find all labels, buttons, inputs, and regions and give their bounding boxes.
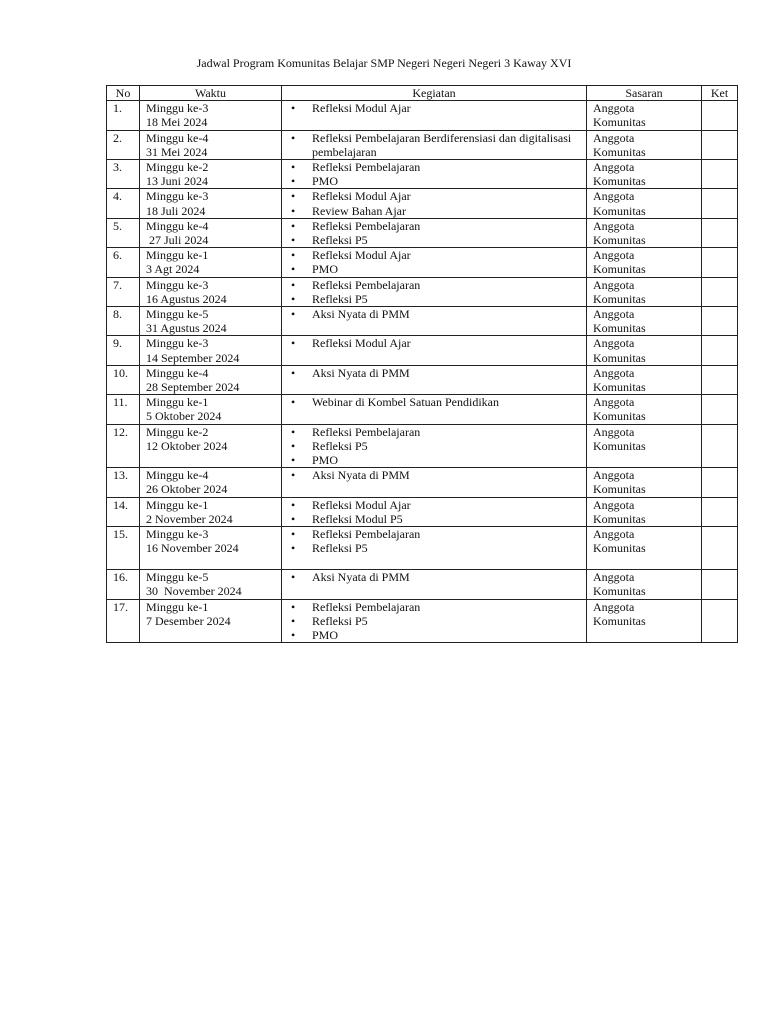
table-row (107, 101, 738, 130)
cell-kegiatan (282, 218, 587, 247)
waktu-line: Minggu ke-4 (146, 468, 209, 483)
sasaran-line: Komunitas (593, 203, 646, 218)
schedule-table (106, 85, 738, 643)
kegiatan-item: • Aksi Nyata di PMM (288, 307, 586, 321)
cell-ket (702, 101, 738, 130)
cell-ket (702, 424, 738, 468)
waktu-line: 18 Mei 2024 (146, 115, 208, 130)
waktu-line: 28 September 2024 (146, 380, 240, 395)
cell-sasaran (587, 599, 702, 643)
cell-kegiatan (282, 307, 587, 336)
kegiatan-list (288, 307, 586, 321)
cell-waktu (140, 189, 282, 218)
sasaran-line: Anggota (593, 248, 635, 263)
sasaran-line: Komunitas (593, 438, 646, 453)
kegiatan-list (288, 366, 586, 380)
table-row (107, 277, 738, 306)
column-header-waktu: Waktu (140, 86, 282, 101)
kegiatan-list (288, 468, 586, 482)
cell-kegiatan (282, 365, 587, 394)
cell-ket (702, 365, 738, 394)
waktu-line: 27 Juli 2024 (146, 233, 209, 248)
sasaran-line: Komunitas (593, 482, 646, 497)
cell-no: 6. (107, 248, 140, 277)
kegiatan-list (288, 160, 586, 188)
cell-no: 11. (107, 395, 140, 424)
cell-kegiatan (282, 101, 587, 130)
cell-waktu (140, 468, 282, 497)
page-title: Jadwal Program Komunitas Belajar SMP Negeri Negeri Negeri 3 Kaway XVI (196, 56, 572, 70)
kegiatan-list (288, 336, 586, 350)
cell-no: 10. (107, 365, 140, 394)
sasaran-line: Komunitas (593, 350, 646, 365)
cell-sasaran (587, 218, 702, 247)
kegiatan-item: • Aksi Nyata di PMM (288, 570, 586, 584)
sasaran-line: Komunitas (593, 511, 646, 526)
kegiatan-item: • Refleksi Pembelajaran Berdiferensiasi dan digitalisasi pembelajaran (288, 131, 586, 159)
kegiatan-item: • PMO (288, 453, 586, 467)
kegiatan-item: • Refleksi Modul Ajar (288, 248, 586, 262)
column-header-kegiatan: Kegiatan (282, 86, 587, 101)
kegiatan-list (288, 219, 586, 247)
cell-sasaran (587, 365, 702, 394)
cell-waktu (140, 336, 282, 365)
sasaran-line: Komunitas (593, 233, 646, 248)
waktu-line: 16 November 2024 (146, 541, 239, 556)
cell-no: 12. (107, 424, 140, 468)
waktu-line: 2 November 2024 (146, 511, 233, 526)
sasaran-line: Anggota (593, 336, 635, 351)
cell-waktu (140, 218, 282, 247)
kegiatan-item: • Refleksi Pembelajaran (288, 278, 586, 292)
table-row (107, 468, 738, 497)
kegiatan-list (288, 189, 586, 217)
kegiatan-item: • PMO (288, 628, 586, 642)
cell-ket (702, 599, 738, 643)
cell-sasaran (587, 248, 702, 277)
kegiatan-item: • Refleksi Modul Ajar (288, 498, 586, 512)
sasaran-line: Anggota (593, 570, 635, 585)
cell-no: 2. (107, 130, 140, 159)
waktu-line: 16 Agustus 2024 (146, 291, 227, 306)
table-row (107, 395, 738, 424)
waktu-line: 26 Oktober 2024 (146, 482, 228, 497)
waktu-line: Minggu ke-1 (146, 599, 209, 614)
cell-kegiatan (282, 424, 587, 468)
cell-sasaran (587, 307, 702, 336)
cell-waktu (140, 160, 282, 189)
cell-ket (702, 497, 738, 526)
waktu-line: Minggu ke-1 (146, 395, 209, 410)
table-header-row (107, 86, 738, 101)
cell-waktu (140, 307, 282, 336)
kegiatan-list (288, 278, 586, 306)
cell-sasaran (587, 277, 702, 306)
cell-waktu (140, 599, 282, 643)
kegiatan-list (288, 248, 586, 276)
waktu-line: Minggu ke-3 (146, 189, 209, 204)
sasaran-line: Anggota (593, 365, 635, 380)
cell-ket (702, 189, 738, 218)
cell-no: 3. (107, 160, 140, 189)
table-row (107, 248, 738, 277)
cell-kegiatan (282, 527, 587, 570)
cell-no: 1. (107, 101, 140, 130)
kegiatan-item: • Refleksi Pembelajaran (288, 527, 586, 541)
cell-ket (702, 570, 738, 599)
cell-ket (702, 527, 738, 570)
cell-waktu (140, 527, 282, 570)
cell-kegiatan (282, 468, 587, 497)
cell-ket (702, 277, 738, 306)
table-row (107, 189, 738, 218)
sasaran-line: Anggota (593, 130, 635, 145)
cell-ket (702, 160, 738, 189)
kegiatan-item: • Refleksi Modul Ajar (288, 336, 586, 350)
kegiatan-list (288, 101, 586, 115)
cell-kegiatan (282, 599, 587, 643)
sasaran-line: Komunitas (593, 380, 646, 395)
waktu-line: Minggu ke-3 (146, 277, 209, 292)
sasaran-line: Komunitas (593, 541, 646, 556)
cell-waktu (140, 101, 282, 130)
kegiatan-item: • Refleksi P5 (288, 541, 586, 555)
cell-no: 17. (107, 599, 140, 643)
cell-kegiatan (282, 277, 587, 306)
cell-sasaran (587, 468, 702, 497)
cell-no: 13. (107, 468, 140, 497)
kegiatan-list (288, 570, 586, 584)
cell-no: 4. (107, 189, 140, 218)
cell-ket (702, 336, 738, 365)
sasaran-line: Anggota (593, 468, 635, 483)
sasaran-line: Anggota (593, 101, 635, 116)
cell-sasaran (587, 189, 702, 218)
table-row (107, 307, 738, 336)
kegiatan-item: • Refleksi Modul Ajar (288, 101, 586, 115)
cell-kegiatan (282, 160, 587, 189)
kegiatan-list (288, 395, 586, 409)
cell-kegiatan (282, 130, 587, 159)
table-row (107, 497, 738, 526)
cell-kegiatan (282, 189, 587, 218)
sasaran-line: Anggota (593, 527, 635, 542)
cell-ket (702, 468, 738, 497)
cell-sasaran (587, 395, 702, 424)
cell-no: 8. (107, 307, 140, 336)
table-row (107, 218, 738, 247)
sasaran-line: Anggota (593, 395, 635, 410)
cell-ket (702, 307, 738, 336)
kegiatan-list (288, 498, 586, 526)
waktu-line: Minggu ke-4 (146, 218, 209, 233)
waktu-line: Minggu ke-1 (146, 248, 209, 263)
cell-waktu (140, 248, 282, 277)
cell-no: 7. (107, 277, 140, 306)
cell-ket (702, 130, 738, 159)
cell-sasaran (587, 101, 702, 130)
table-row (107, 424, 738, 468)
kegiatan-item: • Refleksi P5 (288, 292, 586, 306)
kegiatan-item: • Refleksi Pembelajaran (288, 219, 586, 233)
kegiatan-item: • Refleksi Pembelajaran (288, 425, 586, 439)
waktu-line: Minggu ke-3 (146, 336, 209, 351)
sasaran-line: Komunitas (593, 613, 646, 628)
cell-no: 15. (107, 527, 140, 570)
cell-kegiatan (282, 395, 587, 424)
cell-sasaran (587, 570, 702, 599)
kegiatan-item: • Webinar di Kombel Satuan Pendidikan (288, 395, 586, 409)
cell-waktu (140, 365, 282, 394)
kegiatan-list (288, 527, 586, 555)
waktu-line: 7 Desember 2024 (146, 613, 231, 628)
cell-ket (702, 395, 738, 424)
sasaran-line: Komunitas (593, 321, 646, 336)
waktu-line: Minggu ke-2 (146, 160, 209, 175)
sasaran-line: Anggota (593, 189, 635, 204)
table-row (107, 130, 738, 159)
waktu-line: 5 Oktober 2024 (146, 409, 222, 424)
cell-sasaran (587, 336, 702, 365)
schedule-body (107, 101, 738, 643)
column-header-ket: Ket (702, 86, 738, 101)
waktu-line: 14 September 2024 (146, 350, 240, 365)
cell-waktu (140, 497, 282, 526)
cell-sasaran (587, 160, 702, 189)
waktu-line: Minggu ke-4 (146, 365, 209, 380)
table-row (107, 365, 738, 394)
kegiatan-item: • Refleksi P5 (288, 233, 586, 247)
kegiatan-item: • PMO (288, 262, 586, 276)
kegiatan-item: • Refleksi Modul Ajar (288, 189, 586, 203)
waktu-line: 30 November 2024 (146, 584, 242, 599)
waktu-line: 18 Juli 2024 (146, 203, 206, 218)
table-row (107, 160, 738, 189)
waktu-line: Minggu ke-5 (146, 570, 209, 585)
kegiatan-item: • Aksi Nyata di PMM (288, 468, 586, 482)
sasaran-line: Komunitas (593, 174, 646, 189)
waktu-line: Minggu ke-3 (146, 527, 209, 542)
sasaran-line: Anggota (593, 599, 635, 614)
sasaran-line: Komunitas (593, 262, 646, 277)
sasaran-line: Komunitas (593, 291, 646, 306)
sasaran-line: Anggota (593, 160, 635, 175)
cell-kegiatan (282, 336, 587, 365)
waktu-line: Minggu ke-2 (146, 424, 209, 439)
kegiatan-list (288, 425, 586, 468)
sasaran-line: Komunitas (593, 144, 646, 159)
cell-waktu (140, 277, 282, 306)
cell-sasaran (587, 130, 702, 159)
kegiatan-item: • PMO (288, 174, 586, 188)
waktu-line: 12 Oktober 2024 (146, 438, 228, 453)
table-row (107, 336, 738, 365)
cell-kegiatan (282, 570, 587, 599)
cell-no: 14. (107, 497, 140, 526)
waktu-line: Minggu ke-1 (146, 497, 209, 512)
sasaran-line: Anggota (593, 424, 635, 439)
sasaran-line: Anggota (593, 218, 635, 233)
cell-kegiatan (282, 248, 587, 277)
kegiatan-list (288, 131, 586, 159)
waktu-line: 3 Agt 2024 (146, 262, 200, 277)
table-row (107, 527, 738, 570)
table-row (107, 599, 738, 643)
cell-kegiatan (282, 497, 587, 526)
table-row (107, 570, 738, 599)
cell-waktu (140, 570, 282, 599)
cell-ket (702, 218, 738, 247)
sasaran-line: Anggota (593, 497, 635, 512)
cell-waktu (140, 424, 282, 468)
sasaran-line: Komunitas (593, 409, 646, 424)
waktu-line: 31 Agustus 2024 (146, 321, 227, 336)
cell-no: 9. (107, 336, 140, 365)
kegiatan-item: • Refleksi Pembelajaran (288, 160, 586, 174)
kegiatan-item: • Refleksi Modul P5 (288, 512, 586, 526)
sasaran-line: Komunitas (593, 115, 646, 130)
cell-ket (702, 248, 738, 277)
kegiatan-item: • Refleksi P5 (288, 439, 586, 453)
waktu-line: Minggu ke-5 (146, 307, 209, 322)
kegiatan-item: • Refleksi P5 (288, 614, 586, 628)
waktu-line: Minggu ke-4 (146, 130, 209, 145)
column-header-sasaran: Sasaran (587, 86, 702, 101)
cell-sasaran (587, 497, 702, 526)
waktu-line: 13 Juni 2024 (146, 174, 209, 189)
cell-no: 5. (107, 218, 140, 247)
cell-waktu (140, 130, 282, 159)
kegiatan-list (288, 600, 586, 643)
column-header-no: No (107, 86, 140, 101)
sasaran-line: Anggota (593, 307, 635, 322)
kegiatan-item: • Refleksi Pembelajaran (288, 600, 586, 614)
sasaran-line: Anggota (593, 277, 635, 292)
waktu-line: Minggu ke-3 (146, 101, 209, 116)
waktu-line: 31 Mei 2024 (146, 144, 208, 159)
cell-sasaran (587, 527, 702, 570)
sasaran-line: Komunitas (593, 584, 646, 599)
kegiatan-item: • Aksi Nyata di PMM (288, 366, 586, 380)
kegiatan-item: • Review Bahan Ajar (288, 204, 586, 218)
cell-sasaran (587, 424, 702, 468)
cell-waktu (140, 395, 282, 424)
cell-no: 16. (107, 570, 140, 599)
